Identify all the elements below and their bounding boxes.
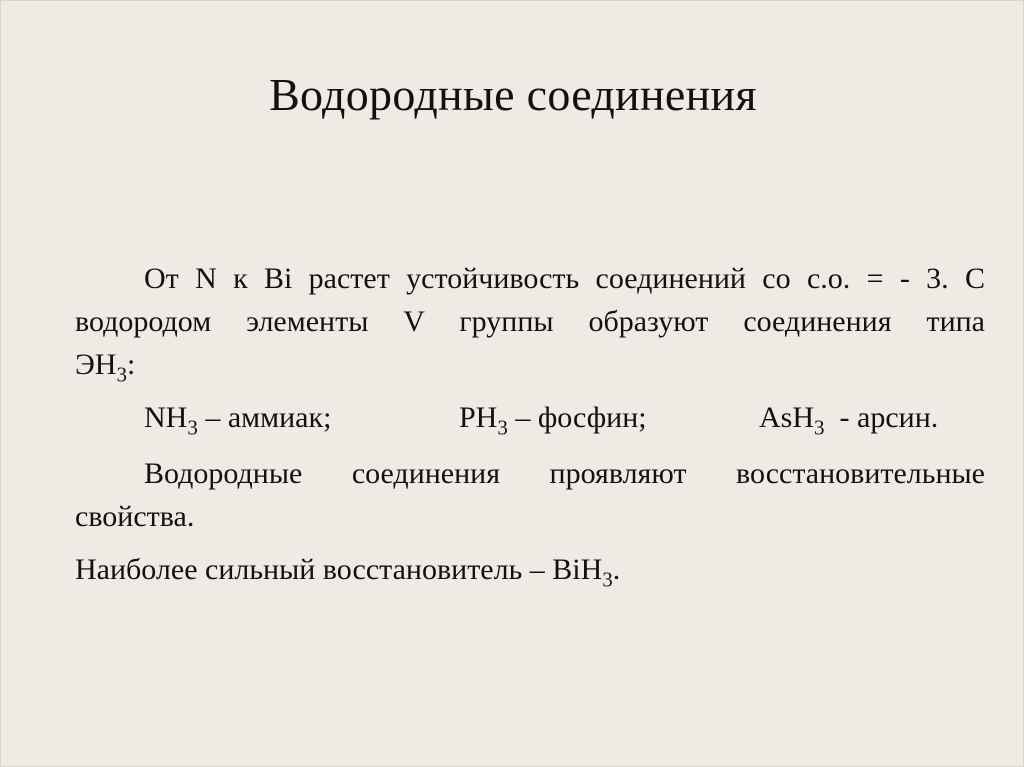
formula-arsine-main: AsH <box>759 401 815 434</box>
formula-ammonia-name: – аммиак; <box>197 401 332 434</box>
stability-line-3 <box>75 343 985 386</box>
formula-eh-sub: 3 <box>116 362 127 387</box>
reducing-line-1: Водородные соединения проявляют восстановительные <box>144 457 985 490</box>
strongest-reducer-sub: 3 <box>602 567 613 592</box>
formula-arsine <box>759 396 938 439</box>
formula-phosphine-sub: 3 <box>497 415 508 440</box>
formula-phosphine-name: – фосфин; <box>507 401 647 434</box>
formula-phosphine <box>459 396 647 439</box>
formula-eh-main: ЭН <box>75 348 117 381</box>
formula-eh-tail: : <box>126 348 136 381</box>
slide-body <box>75 257 985 591</box>
formula-arsine-sub: 3 <box>814 415 825 440</box>
strongest-reducer-tail: . <box>612 553 621 586</box>
strongest-reducer-text: Наиболее сильный восстановитель – BiH <box>75 553 603 586</box>
stability-line-2: водородом элементы V группы образуют соединения типа <box>75 305 985 338</box>
formula-ammonia-main: NH <box>144 401 188 434</box>
slide-title: Водородные соединения <box>269 69 757 120</box>
formula-arsine-name: - арсин. <box>824 401 939 434</box>
stability-line-1: От N к Bi растет устойчивость соединений со с.о. = - 3. С <box>144 262 985 295</box>
paragraph-reducing <box>75 452 985 538</box>
formula-phosphine-main: PH <box>459 401 498 434</box>
formula-ammonia <box>144 396 331 439</box>
paragraph-strongest-reducer <box>75 548 985 591</box>
reducing-line-2: свойства. <box>75 500 195 533</box>
paragraph-stability <box>75 257 985 386</box>
formula-ammonia-sub: 3 <box>187 415 198 440</box>
strongest-reducer-line <box>75 548 985 591</box>
hydride-formulas-row <box>75 396 985 442</box>
